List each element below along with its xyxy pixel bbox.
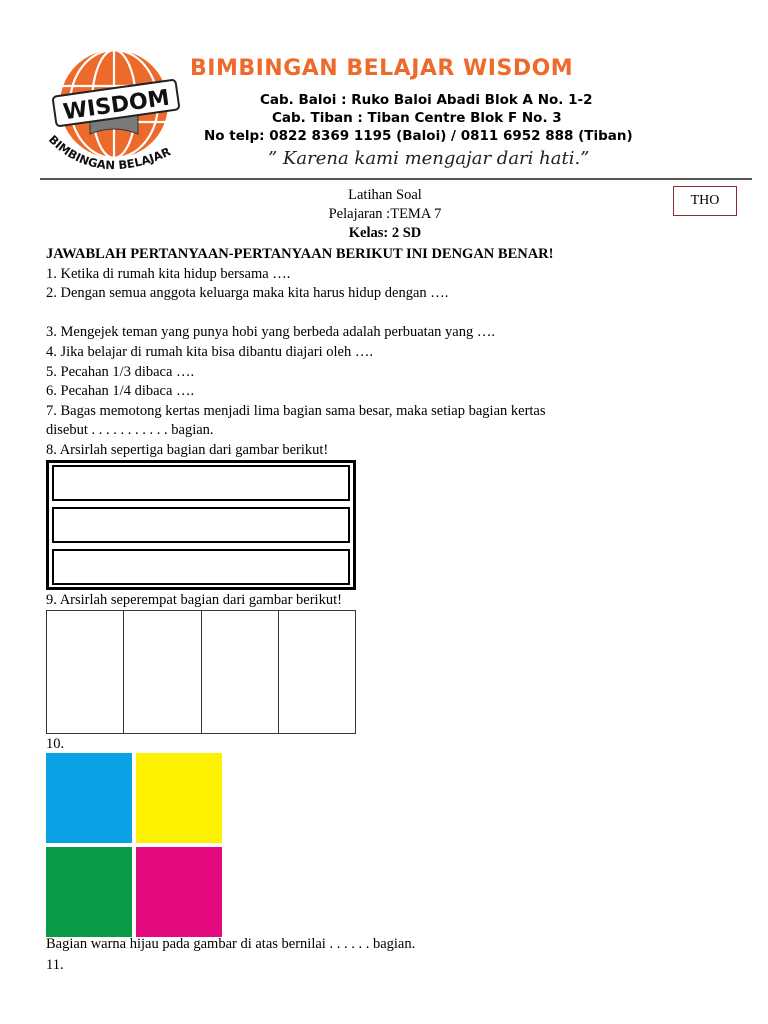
- figure-quarters: [46, 610, 356, 734]
- title-line-2: Pelajaran :TEMA 7: [328, 206, 442, 222]
- question-6: 6. Pecahan 1/4 dibaca ….: [46, 383, 195, 400]
- address-tiban: Cab. Tiban : Tiban Centre Blok F No. 3: [272, 110, 562, 126]
- question-7: 7. Bagas memotong kertas menjadi lima bagian sama besar, maka setiap bagian kertas: [46, 402, 546, 419]
- third-strip-3: [52, 549, 350, 585]
- question-3: 3. Mengejek teman yang punya hobi yang berbeda adalah perbuatan yang ….: [46, 324, 495, 341]
- question-10: 10.: [46, 736, 65, 752]
- question-7-cont: disebut . . . . . . . . . . . bagian.: [46, 422, 214, 439]
- title-line-1: Latihan Soal: [348, 187, 422, 203]
- tagline: ” Karena kami mengajar dari hati.”: [268, 148, 590, 169]
- quarter-part-2: [124, 611, 201, 733]
- question-list: [46, 245, 736, 461]
- quarter-part-1: [47, 611, 124, 733]
- address-baloi: Cab. Baloi : Ruko Baloi Abadi Blok A No. 1-2: [260, 92, 593, 108]
- logo-arc-text: BIMBINGAN BELAJAR: [45, 132, 173, 173]
- logo-text: WISDOM: [61, 85, 172, 126]
- question-11: 11.: [46, 957, 64, 973]
- phone-numbers: No telp: 0822 8369 1195 (Baloi) / 0811 6952 888 (Tiban): [204, 128, 633, 144]
- instruction: JAWABLAH PERTANYAAN-PERTANYAAN BERIKUT INI DENGAN BENAR!: [46, 246, 554, 262]
- square-yellow: [136, 753, 222, 843]
- tho-badge: THO: [673, 186, 737, 216]
- question-10-answer: Bagian warna hijau pada gambar di atas bernilai . . . . . . bagian.: [46, 936, 416, 952]
- quarter-part-4: [279, 611, 355, 733]
- square-magenta: [136, 847, 222, 937]
- question-5: 5. Pecahan 1/3 dibaca ….: [46, 363, 195, 380]
- square-blue: [46, 753, 132, 843]
- third-strip-2: [52, 507, 350, 543]
- question-9: 9. Arsirlah seperempat bagian dari gambar berikut!: [46, 592, 342, 608]
- question-8: 8. Arsirlah sepertiga bagian dari gambar berikut!: [46, 441, 329, 458]
- figure-thirds: [46, 460, 356, 590]
- question-4: 4. Jika belajar di rumah kita bisa dibantu diajari oleh ….: [46, 343, 373, 360]
- quarter-part-3: [202, 611, 279, 733]
- third-strip-1: [52, 465, 350, 501]
- brand-name: BIMBINGAN BELAJAR WISDOM: [190, 56, 574, 81]
- wisdom-logo: [40, 44, 192, 184]
- question-2: 2. Dengan semua anggota keluarga maka kita harus hidup dengan ….: [46, 285, 449, 302]
- title-line-3: Kelas: 2 SD: [348, 225, 422, 241]
- question-1: 1. Ketika di rumah kita hidup bersama ….: [46, 265, 291, 282]
- header-divider: [40, 178, 752, 180]
- title-block: [190, 186, 580, 243]
- square-green: [46, 847, 132, 937]
